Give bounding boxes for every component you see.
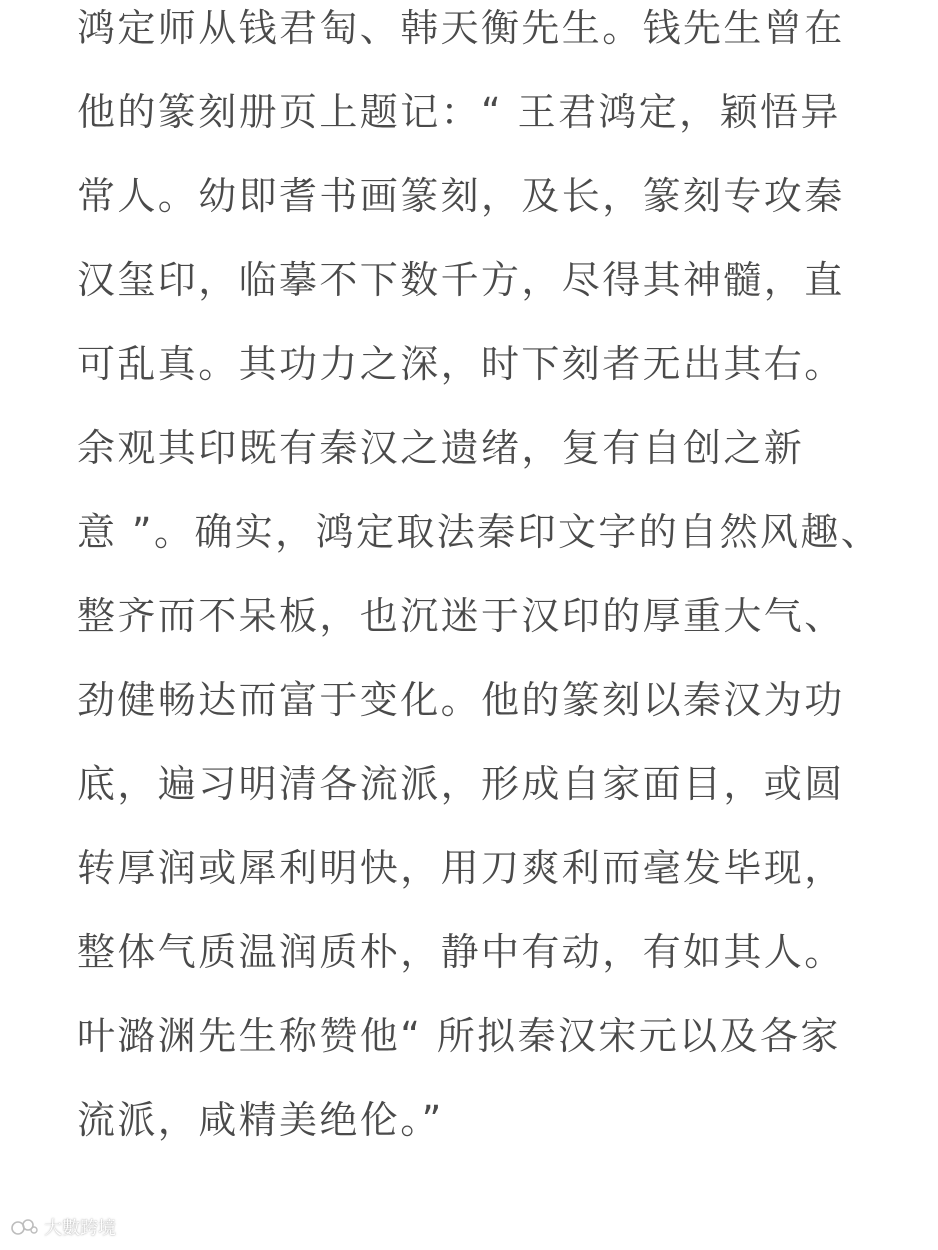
text-line: 余观其印既有秦汉之遗绪，复有自创之新 <box>77 426 805 470</box>
text-line: 劲健畅达而富于变化。他的篆刻以秦汉为功 <box>77 678 845 722</box>
article-body <box>77 0 882 1176</box>
text-line: 鸿定师从钱君匋、韩天衡先生。钱先生曾在 <box>77 6 845 50</box>
text-line: 可乱真。其功力之深，时下刻者无出其右。 <box>77 342 845 386</box>
watermark-logo-icon <box>10 1217 38 1237</box>
watermark <box>10 1214 116 1240</box>
text-line: 整齐而不呆板，也沉迷于汉印的厚重大气、 <box>77 594 845 638</box>
text-line: 流派，咸精美绝伦。” <box>77 1098 444 1142</box>
text-line: 常人。幼即耆书画篆刻，及长，篆刻专攻秦 <box>77 174 845 218</box>
text-line: 转厚润或犀利明快，用刀爽利而毫发毕现， <box>77 846 845 890</box>
text-line: 意 ”。确实，鸿定取法秦印文字的自然风趣、 <box>77 510 882 554</box>
text-line: 整体气质温润质朴，静中有动，有如其人。 <box>77 930 845 974</box>
text-line: 叶潞渊先生称赞他“ 所拟秦汉宋元以及各家 <box>77 1014 841 1058</box>
text-line: 底，遍习明清各流派，形成自家面目，或圆 <box>77 762 845 806</box>
text-line: 汉玺印，临摹不下数千方，尽得其神髓，直 <box>77 258 845 302</box>
watermark-text: 大數跨境 <box>44 1218 116 1239</box>
text-line: 他的篆刻册页上题记：“ 王君鸿定，颖悟异 <box>77 90 841 134</box>
